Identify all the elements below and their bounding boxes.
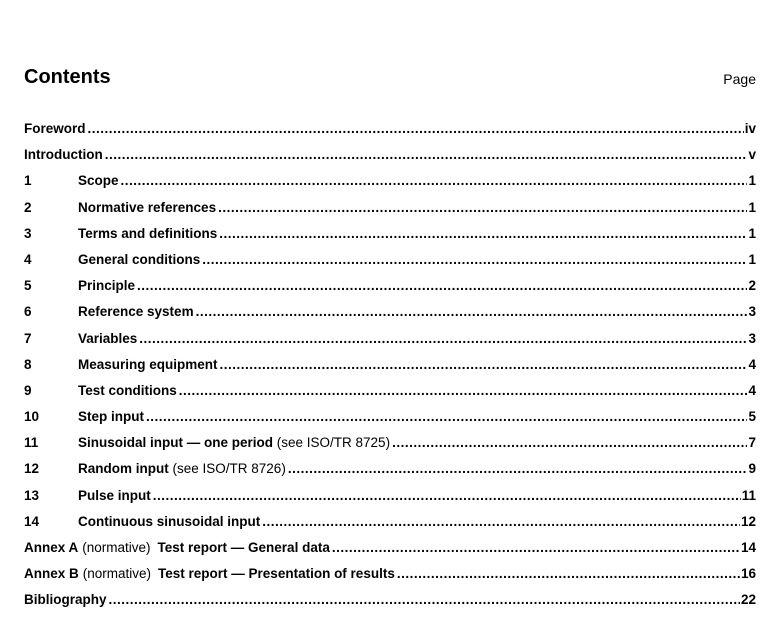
dot-leader: [137, 330, 747, 348]
toc-entry-title: [78, 460, 286, 478]
toc-entry-number: 7: [24, 330, 32, 346]
toc-entry-annex-a[interactable]: [24, 539, 756, 565]
toc-entry-clause-3[interactable]: [24, 225, 756, 251]
toc-entry-page: 16: [740, 566, 756, 582]
toc-entry-clause-6[interactable]: [24, 303, 756, 329]
toc-entry-title: Test report — Presentation of results: [158, 566, 395, 582]
toc-entry-title: Introduction: [24, 147, 103, 163]
toc-entry-title: Foreword: [24, 121, 86, 136]
dot-leader: [216, 199, 747, 217]
annex-kind: (normative): [82, 566, 152, 582]
toc-entry-page: 22: [740, 592, 756, 608]
toc-entry-clause-4[interactable]: [24, 251, 756, 277]
toc-entry-clause-9[interactable]: [24, 382, 756, 408]
toc-entry-title: Bibliography: [24, 592, 107, 608]
dot-leader: [151, 487, 741, 505]
annex-label: Annex B: [24, 566, 79, 582]
toc-entry-title: General conditions: [78, 251, 201, 267]
toc-entry-page: iv: [744, 121, 756, 136]
toc-entry-page: 1: [748, 199, 756, 215]
page-column-label: Page: [723, 71, 756, 87]
toc-entry-bibliography[interactable]: [24, 591, 756, 617]
dot-leader: [135, 277, 747, 295]
toc-entry-number: 13: [24, 487, 40, 503]
dot-leader: [200, 251, 747, 269]
dot-leader: [260, 513, 740, 531]
dot-leader: [107, 591, 740, 609]
toc-entry-foreword[interactable]: [24, 120, 756, 146]
toc-entry-reference: (see ISO/TR 8726): [172, 461, 286, 477]
toc-entry-title: Normative references: [78, 199, 217, 215]
toc-entry-page: 1: [748, 173, 756, 189]
contents-title: Contents: [24, 66, 111, 88]
dot-leader: [86, 120, 744, 138]
toc-entry-number: 10: [24, 409, 40, 425]
toc-entry-clause-8[interactable]: [24, 356, 756, 382]
toc-entry-page: 12: [740, 513, 756, 529]
toc-entry-number: 9: [24, 382, 32, 398]
toc-entry-clause-5[interactable]: [24, 277, 756, 303]
toc-entry-clause-12[interactable]: [24, 460, 756, 486]
toc-entry-title: Continuous sinusoidal input: [78, 513, 261, 529]
dot-leader: [103, 146, 748, 164]
toc-entry-title: Pulse input: [78, 487, 151, 503]
dot-leader: [395, 565, 740, 583]
dot-leader: [390, 434, 747, 452]
dot-leader: [177, 382, 748, 400]
toc-entry-clause-11[interactable]: [24, 434, 756, 460]
toc-entry-page: 14: [740, 540, 756, 555]
toc-entry-title: [78, 434, 390, 452]
toc-entry-title: Principle: [78, 278, 136, 294]
toc-entry-number: 11: [24, 435, 39, 451]
toc-entry-number: 3: [24, 225, 32, 241]
toc-entry-title: Terms and definitions: [78, 225, 218, 241]
toc-entry-page: 7: [748, 435, 756, 451]
toc-entry-annex-b[interactable]: [24, 565, 756, 591]
toc-entry-title: Test report — General data: [157, 540, 330, 555]
toc-entry-number: 12: [24, 461, 40, 477]
toc-entry-page: 1: [748, 251, 756, 267]
toc-entry-page: 11: [741, 487, 756, 503]
toc-entry-title: Measuring equipment: [78, 356, 218, 372]
annex-kind: (normative): [82, 540, 151, 555]
contents-heading-row: [24, 64, 756, 90]
dot-leader: [217, 225, 747, 243]
dot-leader: [194, 303, 748, 321]
dot-leader: [286, 460, 748, 478]
toc-entry-page: 3: [748, 304, 756, 320]
toc-entry-title-text: Random input: [78, 461, 169, 477]
toc-entry-page: 5: [748, 409, 756, 425]
toc-entry-number: 6: [24, 304, 32, 320]
toc-entry-clause-10[interactable]: [24, 408, 756, 434]
toc-entry-introduction[interactable]: [24, 146, 756, 172]
toc-entry-title: Variables: [78, 330, 138, 346]
toc-entry-title: Test conditions: [78, 382, 177, 398]
toc-entry-number: 1: [24, 173, 32, 189]
toc-entry-title: Step input: [78, 409, 144, 425]
toc-entry-clause-13[interactable]: [24, 487, 756, 513]
toc-entry-clause-7[interactable]: [24, 330, 756, 356]
annex-label: Annex A: [24, 540, 79, 555]
dot-leader: [119, 172, 748, 190]
toc-entry-page: 1: [748, 225, 756, 241]
toc-entry-number: 2: [24, 199, 32, 215]
toc-entry-number: 8: [24, 356, 32, 372]
toc-entry-clause-1[interactable]: [24, 172, 756, 198]
toc-entry-title: Scope: [78, 173, 119, 189]
dot-leader: [144, 408, 747, 426]
toc-entry-page: 2: [748, 278, 756, 294]
toc-entry-reference: (see ISO/TR 8725): [276, 435, 391, 451]
dot-leader: [330, 539, 740, 557]
toc-entry-page: 4: [748, 356, 756, 372]
document-page: [24, 0, 756, 617]
dot-leader: [218, 356, 748, 374]
toc-entry-title: Reference system: [78, 304, 194, 320]
toc-entry-number: 14: [24, 513, 40, 529]
toc-entry-clause-14[interactable]: [24, 513, 756, 539]
toc-entry-page: 3: [748, 330, 756, 346]
toc-entry-page: 4: [748, 382, 756, 398]
toc-entry-clause-2[interactable]: [24, 199, 756, 225]
toc-entry-number: 4: [24, 251, 32, 267]
table-of-contents: [24, 120, 756, 618]
toc-entry-page: 9: [748, 461, 756, 477]
toc-entry-page: v: [748, 147, 756, 163]
toc-entry-title-text: Sinusoidal input — one period: [78, 435, 273, 451]
toc-entry-number: 5: [24, 278, 32, 294]
